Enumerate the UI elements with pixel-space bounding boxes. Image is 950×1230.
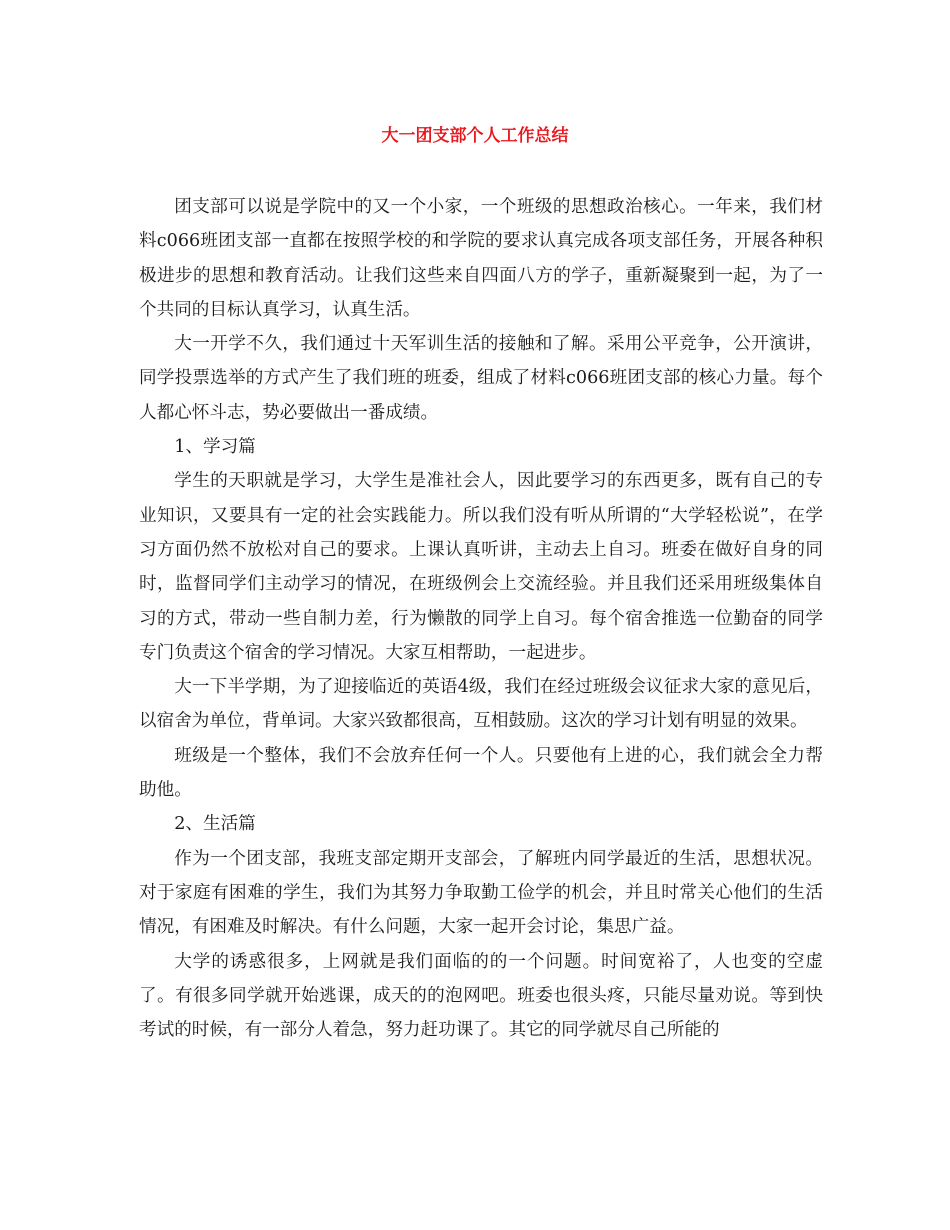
paragraph: 作为一个团支部，我班支部定期开支部会，了解班内同学最近的生活，思想状况。对于家庭有困难的学生，我们为其努力争取勤工俭学的机会，并且时常关心他们的生活情况，有困难及时解决。有什么问题，大家一起开会讨论，集思广益。 — [139, 848, 823, 938]
document-title: 大一团支部个人工作总结 — [381, 126, 569, 146]
paragraph: 大学的诱惑很多，上网就是我们面临的的一个问题。时间宽裕了，人也变的空虚了。有很多同学就开始逃课，成天的的泡网吧。班委也很头疼，只能尽量劝说。等到快考试的时候，有一部分人着急，努力赶功课了。其它的同学就尽自己所能的 — [139, 951, 823, 1041]
paragraph: 团支部可以说是学院中的又一个小家，一个班级的思想政治核心。一年来，我们材料c066班团支部一直都在按照学校的和学院的要求认真完成各项支部任务，开展各种积极进步的思想和教育活动。让我们这些来自四面八方的学子，重新凝聚到一起，为了一个共同的目标认真学习，认真生活。 — [139, 197, 823, 320]
paragraph: 班级是一个整体，我们不会放弃任何一个人。只要他有上进的心，我们就会全力帮助他。 — [139, 745, 823, 801]
paragraph: 大一下半学期，为了迎接临近的英语4级，我们在经过班级会议征求大家的意见后，以宿舍为单位，背单词。大家兴致都很高，互相鼓励。这次的学习计划有明显的效果。 — [139, 677, 823, 732]
section-heading-study: 1、学习篇 — [174, 437, 256, 458]
section-heading-life: 2、生活篇 — [174, 814, 256, 835]
paragraph: 学生的天职就是学习，大学生是准社会人，因此要学习的东西更多，既有自己的专业知识，又要具有一定的社会实践能力。所以我们没有听从所谓的“大学轻松说”，在学习方面仍然不放松对自己的要求。上课认真听讲，主动去上自习。班委在做好自身的同时，监督同学们主动学习的情况，在班级例会上交流经验。并且我们还采用班级集体自习的方式，带动一些自制力差，行为懒散的同学上自习。每个宿舍推选一位勤奋的同学专门负责这个宿舍的学习情况。大家互相帮助，一起进步。 — [139, 471, 823, 663]
document-body — [139, 190, 823, 1047]
paragraph: 大一开学不久，我们通过十天军训生活的接触和了解。采用公平竞争，公开演讲，同学投票选举的方式产生了我们班的班委，组成了材料c066班团支部的核心力量。每个人都心怀斗志，势必要做出一番成绩。 — [139, 334, 823, 423]
